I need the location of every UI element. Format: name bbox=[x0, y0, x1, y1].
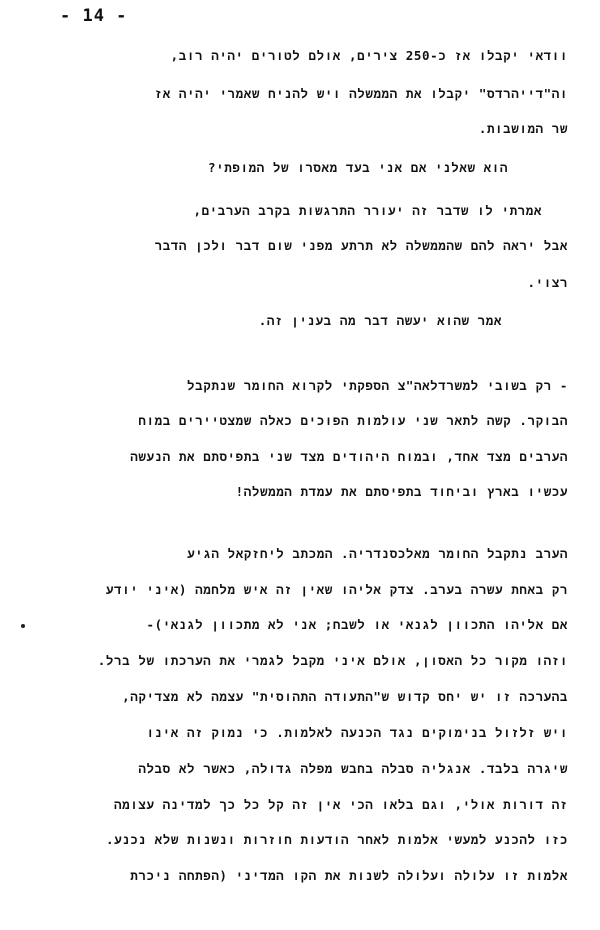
text-line: עכשיו בארץ וביחוד בתפיסתם את עמדת הממשלה! bbox=[235, 484, 568, 499]
text-line: הערבים מצד אחד, ובמוח היהודים מצד שני בתפיסתם את הנעשה bbox=[130, 449, 568, 464]
margin-mark bbox=[21, 624, 25, 628]
text-line: אלמות זו עלולה ועלולה לשנות את הקו המדיני (הפתחה ניכרת bbox=[130, 868, 568, 883]
text-line: אם אליהו התכוון לגנאי או לשבח; אני לא מתכוון לגנאי)- bbox=[146, 617, 568, 632]
text-line: אמרתי לו שדבר זה יעורר התרגשות בקרב הערבים, bbox=[193, 203, 542, 218]
text-line: רצוי. bbox=[527, 275, 568, 290]
text-line: הערב נתקבל החומר מאלכסנדריה. המכתב ליחזקאל הגיע bbox=[187, 546, 568, 561]
text-line: אמר שהוא יעשה דבר מה בענין זה. bbox=[258, 313, 502, 328]
text-line: וודאי יקבלו אז כ-250 צירים, אולם לטורים יהיה רוב, bbox=[170, 48, 568, 63]
text-line: הבוקר. קשה לתאר שני עולמות הפוכים כאלה שמצטיירים במוח bbox=[138, 413, 568, 428]
text-line: זה דורות אולי, וגם בלאו הכי אין זה קל כל כך למדינה עצומה bbox=[114, 797, 568, 812]
text-line: שיגרה בלבד. אנגליה סבלה בחבש מפלה גדולה, כאשר לא סבלה bbox=[138, 761, 568, 776]
text-line: הוא שאלני אם אני בעד מאסרו של המופתי? bbox=[208, 160, 508, 175]
text-line: - רק בשובי למשרדלאה"צ הספקתי לקרוא החומר שנתקבל bbox=[187, 378, 568, 393]
text-line: כזו להכנע למעשי אלמות לאחר הודעות חוזרות ונשנות שלא נכנע. bbox=[105, 832, 568, 847]
text-line: רק באחת עשרה בערב. צדק אליהו שאין זה איש מלחמה (איני יודע bbox=[105, 582, 568, 597]
text-line: ויש זלזול בנימוקים נגד הכנעה לאלמות. כי נמוק זה אינו bbox=[146, 725, 568, 740]
text-line: וזהו מקור כל האסון, אולם איני מקבל לגמרי את הערכתו של ברל. bbox=[97, 653, 568, 668]
text-line: בהערכה זו יש יחס קדוש ש"התעודה התהוסית" עצמה לא מצדיקה, bbox=[122, 689, 568, 704]
page-number: - 14 - bbox=[60, 6, 128, 26]
text-line: וה"דייהרדס" יקבלו את הממשלה ויש להניח שאמרי יהיה אז bbox=[154, 86, 568, 101]
text-line: שר המושבות. bbox=[478, 121, 568, 136]
text-line: אבל יראה להם שהממשלה לא תרתע מפני שום דבר ולכן הדבר bbox=[154, 238, 568, 253]
